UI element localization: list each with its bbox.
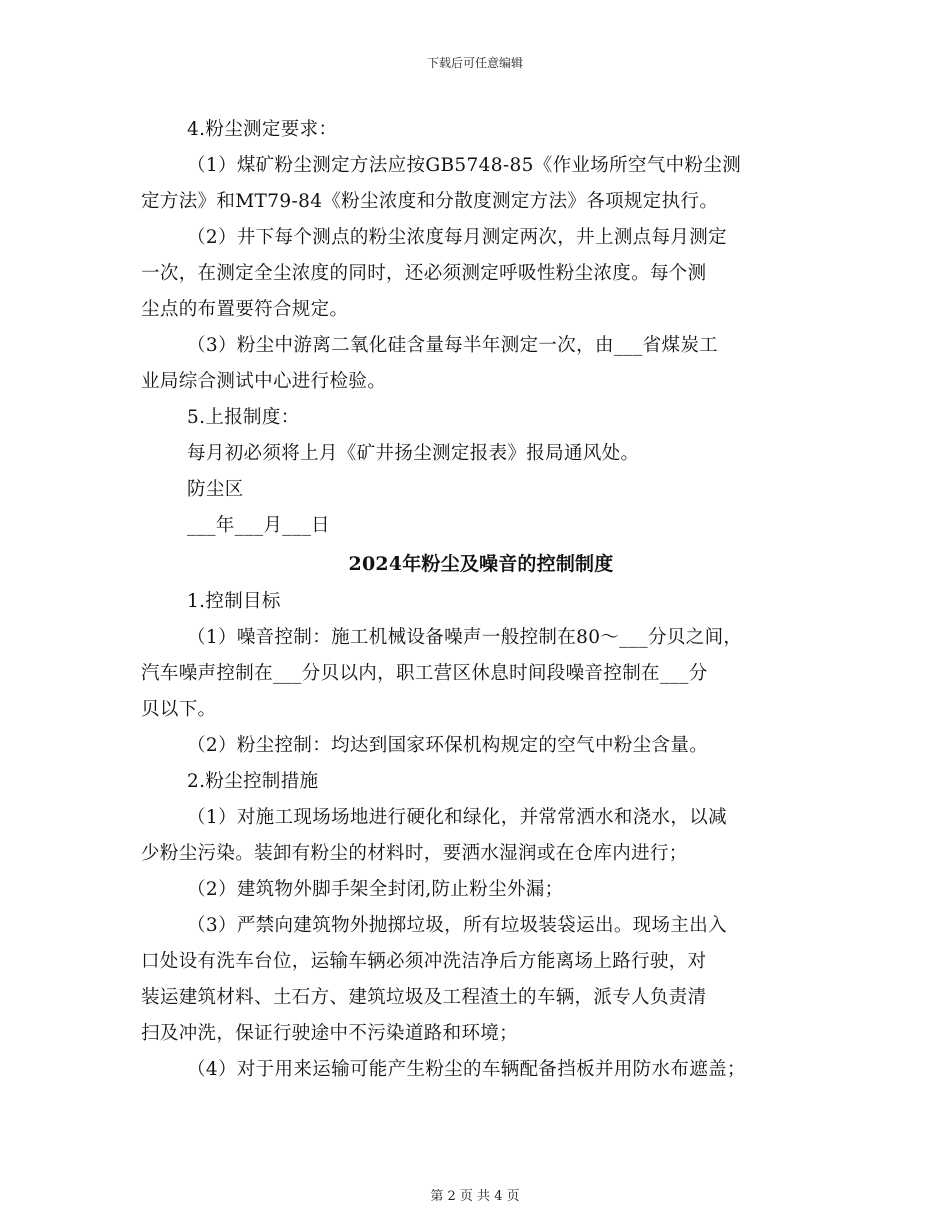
paragraph-line: （3）粉尘中游离二氧化硅含量每半年测定一次，由___省煤炭工: [187, 335, 719, 356]
paragraph: [141, 220, 821, 328]
document-title: 2024年粉尘及噪音的控制制度: [348, 553, 614, 575]
paragraph-line: （2）井下每个测点的粉尘浓度每月测定两次，井上测点每月测定: [187, 227, 727, 248]
page-header: 下载后可任意编辑: [426, 56, 523, 70]
paragraph-line: 一次，在测定全尘浓度的同时，还必须测定呼吸性粉尘浓度。每个测: [141, 263, 707, 284]
paragraph: [141, 328, 821, 400]
date-line: ___年___月___日: [187, 515, 330, 536]
paragraph: [141, 148, 821, 220]
paragraph: [141, 620, 821, 728]
paragraph-line: 汽车噪声控制在___分贝以内，职工营区休息时间段噪音控制在___分: [141, 663, 708, 684]
paragraph-line: 贝以下。: [141, 699, 217, 720]
page-footer: 第 2 页 共 4 页: [430, 1189, 520, 1204]
section-heading: 4.粉尘测定要求：: [187, 119, 338, 140]
section-heading: 5.上报制度：: [187, 407, 300, 428]
paragraph-line: 尘点的布置要符合规定。: [141, 299, 349, 320]
paragraph: [141, 800, 821, 872]
paragraph-line: （4）对于用来运输可能产生粉尘的车辆配备挡板并用防水布遮盖；: [187, 1059, 746, 1080]
paragraph-line: （1）对施工现场场地进行硬化和绿化，并常常洒水和浇水，以减: [187, 807, 727, 828]
paragraph-line: 装运建筑材料、土石方、建筑垃圾及工程渣土的车辆，派专人负责清: [141, 987, 707, 1008]
paragraph-line: 业局综合测试中心进行检验。: [141, 371, 387, 392]
paragraph-line: （2）粉尘控制：均达到国家环保机构规定的空气中粉尘含量。: [187, 735, 709, 756]
paragraph-line: 定方法》和MT79-84《粉尘浓度和分散度测定方法》各项规定执行。: [141, 191, 719, 212]
signer: 防尘区: [187, 479, 244, 500]
paragraph-line: （3）严禁向建筑物外抛掷垃圾，所有垃圾装袋运出。现场主出入: [187, 915, 727, 936]
section-heading: 2.粉尘控制措施: [187, 771, 319, 792]
paragraph-line: （2）建筑物外脚手架全封闭,防止粉尘外漏；: [187, 879, 564, 900]
section-heading: 1.控制目标: [187, 591, 281, 612]
paragraph-line: 少粉尘污染。装卸有粉尘的材料时，要洒水湿润或在仓库内进行；: [141, 843, 688, 864]
paragraph: [141, 908, 821, 1052]
paragraph-line: （1）噪音控制：施工机械设备噪声一般控制在80～___分贝之间，: [187, 627, 743, 648]
paragraph-line: 口处设有洗车台位，运输车辆必须冲洗洁净后方能离场上路行驶，对: [141, 951, 707, 972]
page-content: [141, 112, 821, 1088]
paragraph-line: 每月初必须将上月《矿井扬尘测定报表》报局通风处。: [187, 443, 640, 464]
paragraph-line: （1）煤矿粉尘测定方法应按GB5748-85《作业场所空气中粉尘测: [187, 155, 742, 176]
paragraph-line: 扫及冲洗，保证行驶途中不污染道路和环境；: [141, 1023, 519, 1044]
